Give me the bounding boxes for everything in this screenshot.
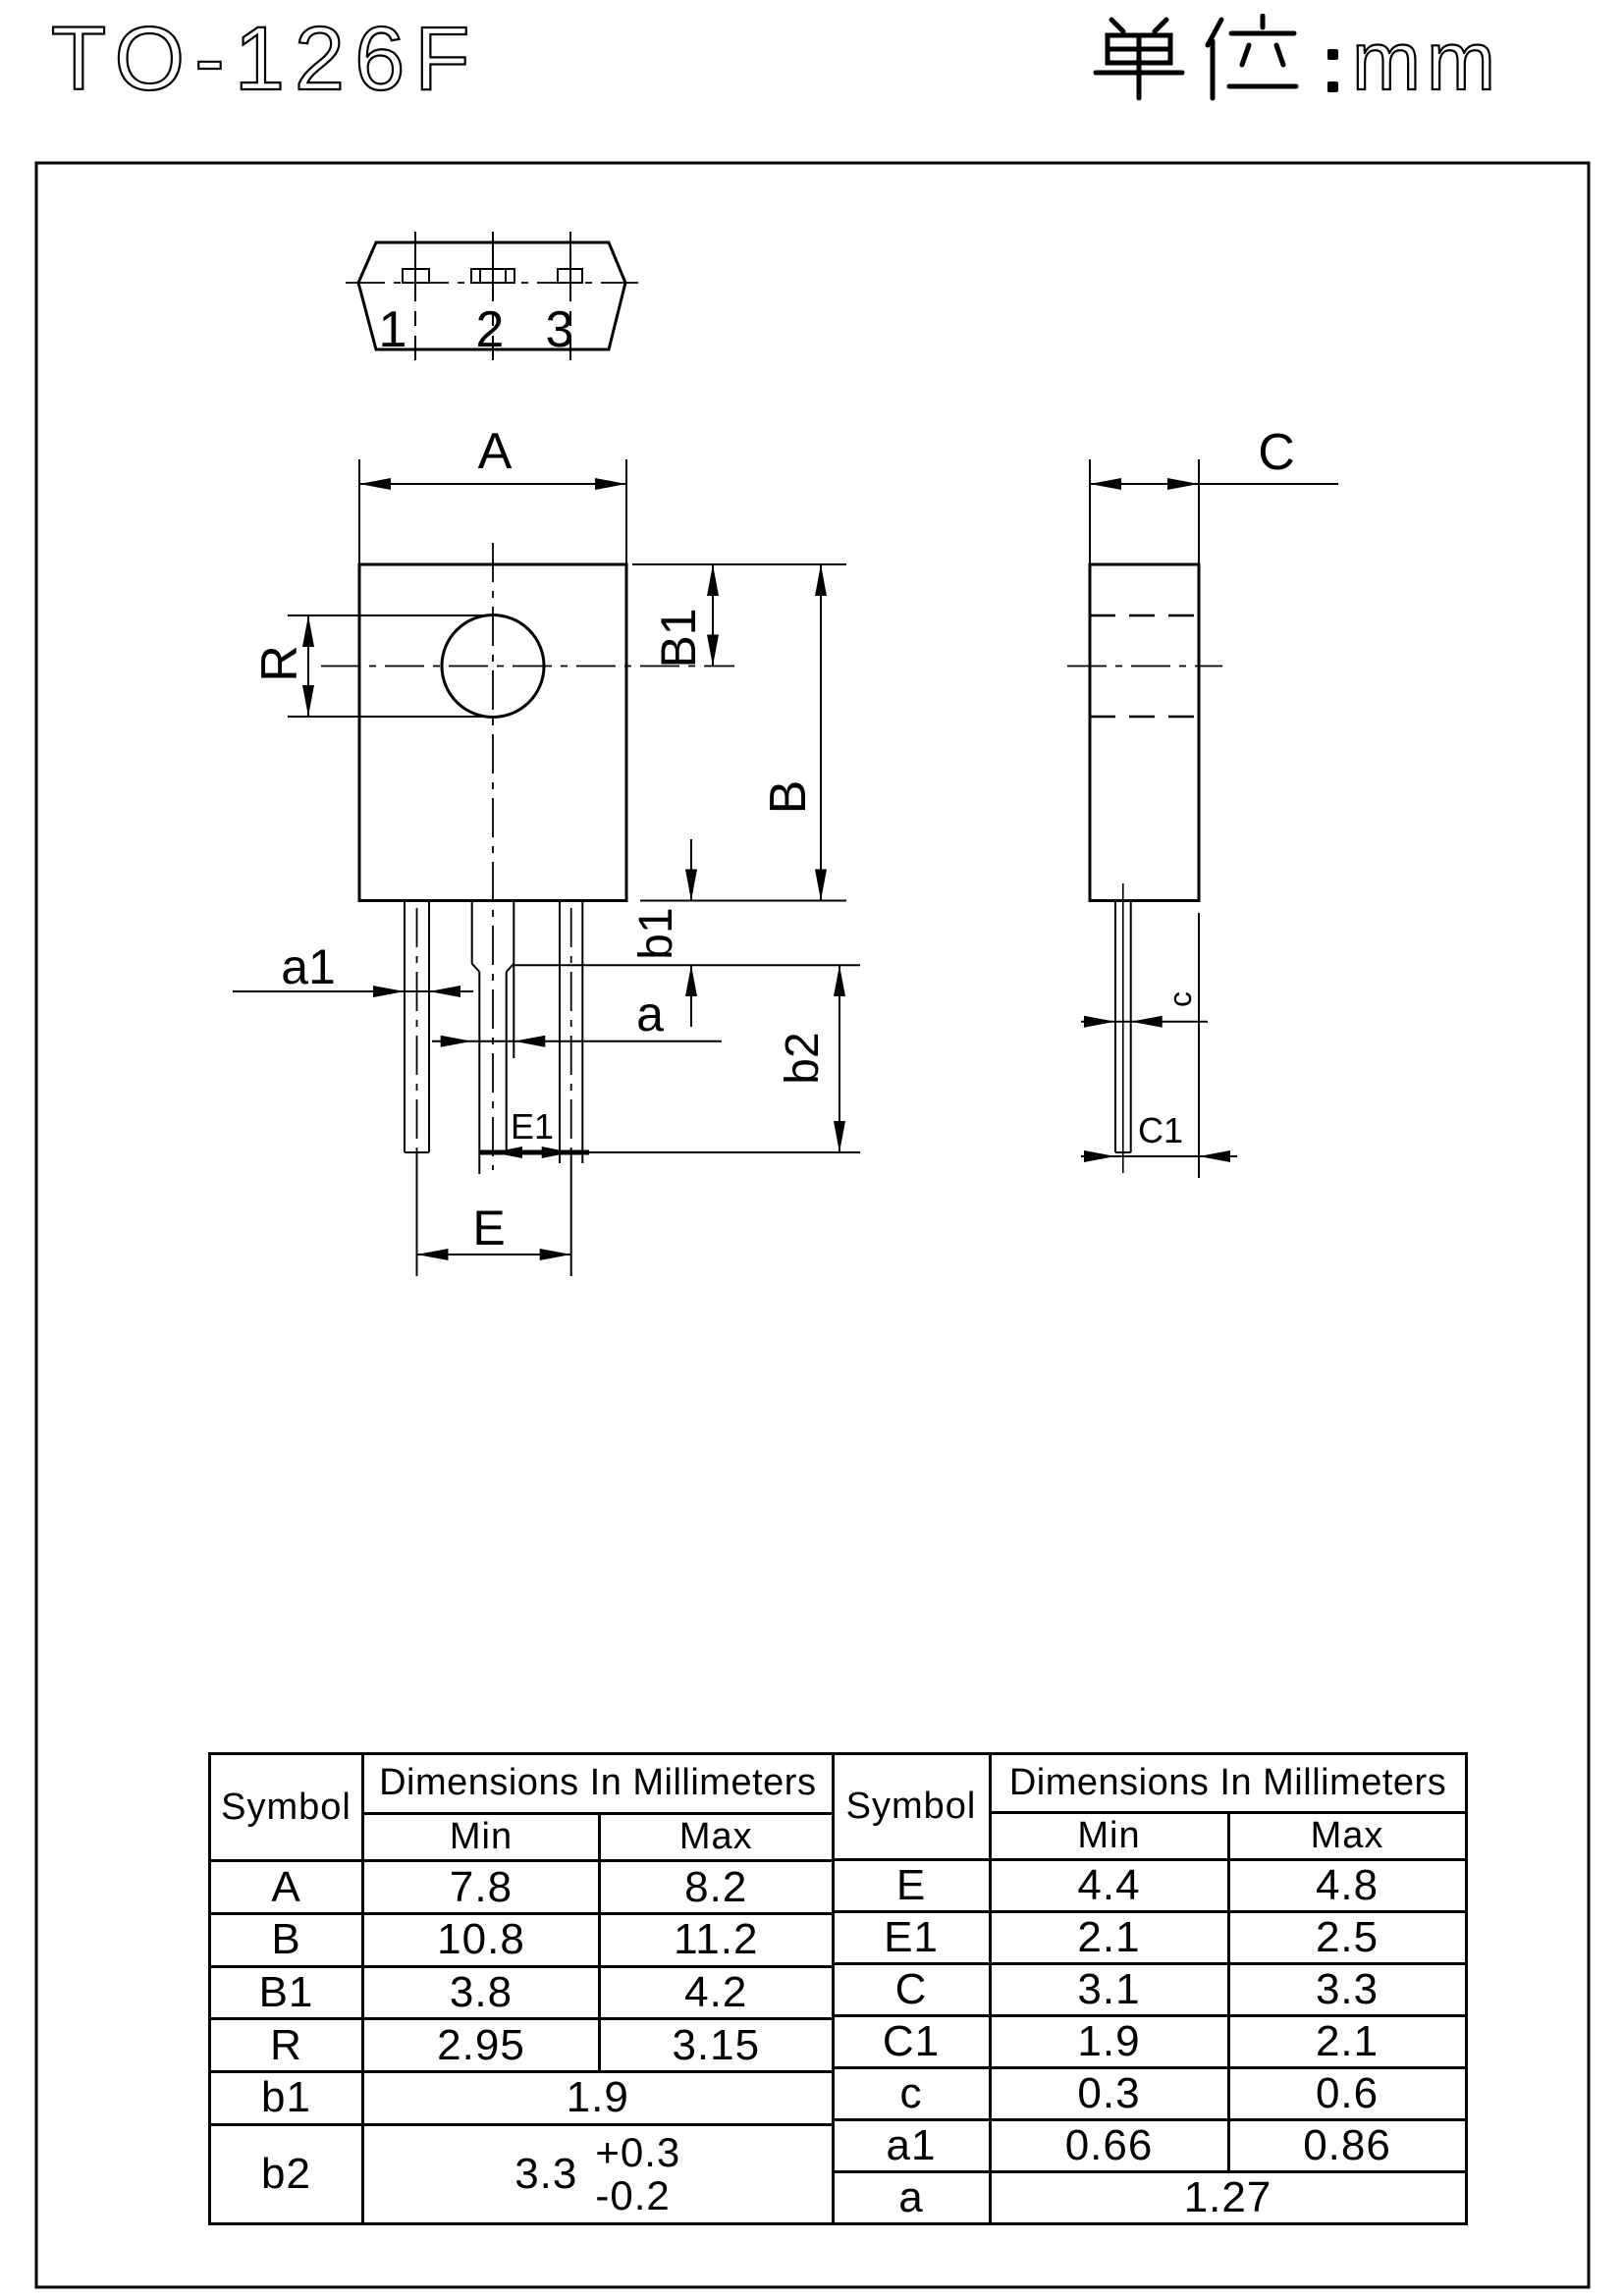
dimension-table-right — [832, 1752, 1468, 2225]
table-row: B1 3.8 4.2 — [210, 1966, 832, 2019]
dim-label-a1: a1 — [281, 939, 336, 994]
dim-label-a: a — [636, 987, 664, 1041]
symbol-header: Symbol — [210, 1754, 363, 1861]
dim-label-C1: C1 — [1137, 1110, 1184, 1150]
dim-label-E1: E1 — [510, 1106, 555, 1147]
table-row: a1 0.66 0.86 — [833, 2120, 1466, 2172]
dimension-table-left — [208, 1752, 832, 2225]
dim-label-E: E — [472, 1201, 506, 1255]
pin-2-label: 2 — [475, 301, 505, 358]
side-view — [1067, 424, 1338, 1178]
unit-mm: mm — [1352, 15, 1501, 107]
pin-3-label: 3 — [545, 301, 574, 358]
symbol-header: Symbol — [833, 1754, 990, 1860]
table-row: R 2.95 3.15 — [210, 2019, 832, 2072]
dims-header: Dimensions In Millimeters — [990, 1754, 1466, 1813]
min-header: Min — [990, 1813, 1228, 1860]
table-row: E 4.4 4.8 — [833, 1860, 1466, 1912]
table-row: A 7.8 8.2 — [210, 1861, 832, 1914]
dim-label-B: B — [760, 779, 817, 815]
min-header: Min — [363, 1813, 600, 1861]
dim-label-b2: b2 — [777, 1032, 829, 1085]
dim-label-B1: B1 — [651, 608, 706, 668]
page-title: TO-126F — [51, 9, 480, 109]
table-row: E1 2.1 2.5 — [833, 1912, 1466, 1964]
dim-label-C: C — [1258, 424, 1295, 481]
table-row: c 0.3 0.6 — [833, 2068, 1466, 2120]
table-row: b2 3.3 +0.3 -0.2 — [210, 2124, 832, 2223]
max-header: Max — [600, 1813, 832, 1861]
dimensions-table — [208, 1752, 1468, 2225]
dim-label-A: A — [477, 423, 513, 480]
pin-1-label: 1 — [378, 301, 407, 358]
dim-label-R: R — [251, 645, 308, 682]
table-row: C1 1.9 2.1 — [833, 2016, 1466, 2068]
table-row: C 3.1 3.3 — [833, 1964, 1466, 2016]
table-row: B 10.8 11.2 — [210, 1914, 832, 1967]
table-row: b1 1.9 — [210, 2072, 832, 2125]
dims-header: Dimensions In Millimeters — [363, 1754, 832, 1814]
dim-label-b1: b1 — [630, 907, 682, 960]
max-header: Max — [1228, 1813, 1466, 1860]
b2-tol-minus: -0.2 — [595, 2171, 671, 2218]
b2-value: 3.3 — [514, 2149, 578, 2198]
table-row: a 1.27 — [833, 2172, 1466, 2224]
front-view — [233, 423, 860, 1276]
b2-tol-plus: +0.3 — [595, 2128, 681, 2175]
dim-label-c: c — [1163, 991, 1198, 1007]
top-view — [346, 232, 638, 360]
